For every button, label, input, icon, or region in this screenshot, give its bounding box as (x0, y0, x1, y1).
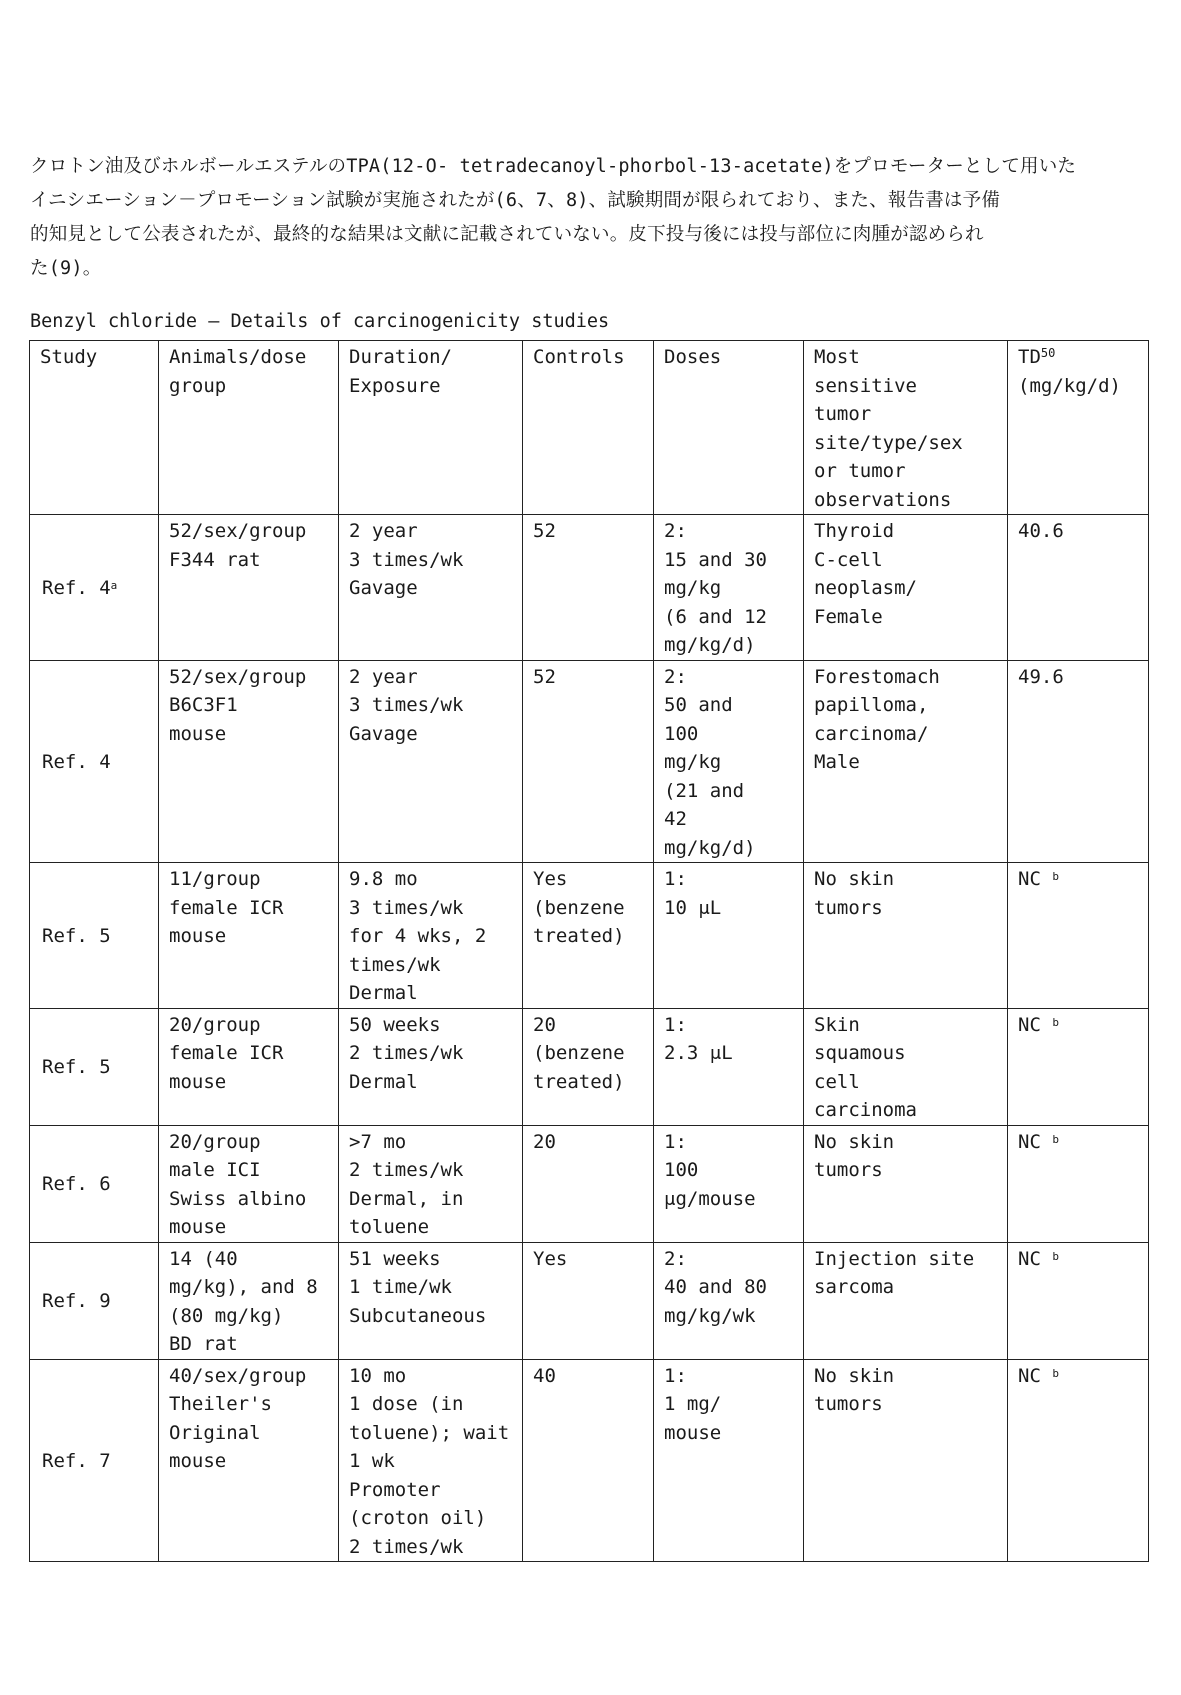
td50-label: TD (1018, 346, 1041, 368)
td50-footnote-mark: b (1052, 1366, 1059, 1380)
cell-duration: 51 weeks 1 time/wk Subcutaneous (339, 1242, 523, 1359)
header-animals: Animals/dose group (159, 341, 339, 515)
cell-controls: 52 (523, 515, 654, 661)
header-doses: Doses (654, 341, 804, 515)
cell-controls: 52 (523, 660, 654, 863)
cell-tumor: No skin tumors (804, 863, 1008, 1009)
td50-subscript: 50 (1040, 346, 1056, 360)
td50-value: NC (1018, 1013, 1053, 1036)
td50-value: 40.6 (1018, 520, 1064, 542)
td50-footnote-mark: b (1052, 1015, 1059, 1029)
intro-line: イニシエーション－プロモーション試験が実施されたが(6、7、8)、試験期間が限られており、また、報告書は予備 (30, 190, 1001, 211)
cell-animals: 20/group female ICR mouse (159, 1008, 339, 1125)
cell-td50 (1008, 515, 1149, 661)
cell-animals: 14 (40 mg/kg), and 8 (80 mg/kg) BD rat (159, 1242, 339, 1359)
cell-td50 (1008, 1125, 1149, 1242)
cell-duration: 9.8 mo 3 times/wk for 4 wks, 2 times/wk Dermal (339, 863, 523, 1009)
cell-tumor: Skin squamous cell carcinoma (804, 1008, 1008, 1125)
cell-doses: 1: 1 mg/ mouse (654, 1359, 804, 1562)
cell-study (30, 1242, 159, 1359)
table-row (30, 515, 1149, 661)
cell-tumor: No skin tumors (804, 1125, 1008, 1242)
cell-doses: 2: 40 and 80 mg/kg/wk (654, 1242, 804, 1359)
header-td50 (1008, 341, 1149, 515)
cell-doses: 2: 50 and 100 mg/kg (21 and 42 mg/kg/d) (654, 660, 804, 863)
cell-duration: 2 year 3 times/wk Gavage (339, 660, 523, 863)
intro-paragraph (30, 150, 1150, 286)
table-row (30, 1008, 1149, 1125)
cell-controls: 20 (523, 1125, 654, 1242)
study-ref: Ref. 5 (42, 925, 111, 947)
cell-duration: 50 weeks 2 times/wk Dermal (339, 1008, 523, 1125)
cell-td50 (1008, 1359, 1149, 1562)
table-header-row (30, 341, 1149, 515)
header-study: Study (30, 341, 159, 515)
cell-td50 (1008, 1008, 1149, 1125)
cell-doses: 1: 10 μL (654, 863, 804, 1009)
table-row (30, 1242, 1149, 1359)
td50-footnote-mark: b (1052, 1132, 1059, 1146)
study-ref: Ref. 7 (42, 1450, 111, 1472)
cell-doses: 2: 15 and 30 mg/kg (6 and 12 mg/kg/d) (654, 515, 804, 661)
cell-duration: 10 mo 1 dose (in toluene); wait 1 wk Promoter (croton oil) 2 times/wk (339, 1359, 523, 1562)
cell-tumor: No skin tumors (804, 1359, 1008, 1562)
td50-footnote-mark: b (1052, 1249, 1059, 1263)
table-row (30, 1359, 1149, 1562)
td50-value: NC (1018, 1364, 1053, 1387)
intro-line: た(9)。 (30, 258, 102, 279)
td50-unit: (mg/kg/d) (1018, 374, 1121, 397)
study-ref: Ref. 5 (42, 1056, 111, 1079)
cell-study (30, 863, 159, 1009)
header-duration: Duration/ Exposure (339, 341, 523, 515)
study-ref: Ref. 9 (42, 1290, 111, 1313)
table-row (30, 863, 1149, 1009)
cell-duration: 2 year 3 times/wk Gavage (339, 515, 523, 661)
cell-tumor: Thyroid C-cell neoplasm/ Female (804, 515, 1008, 661)
study-ref: Ref. 6 (42, 1173, 111, 1196)
cell-animals: 52/sex/group B6C3F1 mouse (159, 660, 339, 863)
cell-animals: 52/sex/group F344 rat (159, 515, 339, 661)
cell-doses: 1: 2.3 μL (654, 1008, 804, 1125)
header-tumor: Most sensitive tumor site/type/sex or tumor observations (804, 341, 1008, 515)
table-row (30, 660, 1149, 863)
cell-study (30, 515, 159, 661)
cell-controls: 40 (523, 1359, 654, 1562)
cell-controls: 20 (benzene treated) (523, 1008, 654, 1125)
cell-tumor: Forestomach papilloma, carcinoma/ Male (804, 660, 1008, 863)
carcinogenicity-table (29, 340, 1149, 1562)
cell-doses: 1: 100 μg/mouse (654, 1125, 804, 1242)
cell-td50 (1008, 1242, 1149, 1359)
header-controls: Controls (523, 341, 654, 515)
table-row (30, 1125, 1149, 1242)
td50-value: NC (1018, 868, 1053, 890)
td50-value: NC (1018, 1247, 1053, 1270)
td50-value: 49.6 (1018, 665, 1064, 688)
intro-line: クロトン油及びホルボールエステルのTPA(12-O- tetradecanoyl-phorbol-13-acetate)をプロモーターとして用いた (30, 156, 1077, 177)
study-footnote-mark: a (110, 579, 118, 592)
intro-line: 的知見として公表されたが、最終的な結果は文献に記載されていない。皮下投与後には投与部位に肉腫が認められ (30, 224, 984, 245)
cell-tumor: Injection site sarcoma (804, 1242, 1008, 1359)
table-caption: Benzyl chloride – Details of carcinogenicity studies (30, 311, 610, 332)
cell-controls: Yes (523, 1242, 654, 1359)
cell-animals: 20/group male ICI Swiss albino mouse (159, 1125, 339, 1242)
cell-animals: 11/group female ICR mouse (159, 863, 339, 1009)
cell-td50 (1008, 660, 1149, 863)
study-ref: Ref. 4 (42, 577, 111, 599)
cell-study (30, 660, 159, 863)
cell-study (30, 1008, 159, 1125)
study-ref: Ref. 4 (42, 751, 111, 773)
cell-study (30, 1359, 159, 1562)
cell-td50 (1008, 863, 1149, 1009)
cell-duration: >7 mo 2 times/wk Dermal, in toluene (339, 1125, 523, 1242)
td50-value: NC (1018, 1130, 1053, 1153)
td50-footnote-mark: b (1052, 870, 1059, 883)
cell-controls: Yes (benzene treated) (523, 863, 654, 1009)
cell-animals: 40/sex/group Theiler's Original mouse (159, 1359, 339, 1562)
cell-study (30, 1125, 159, 1242)
